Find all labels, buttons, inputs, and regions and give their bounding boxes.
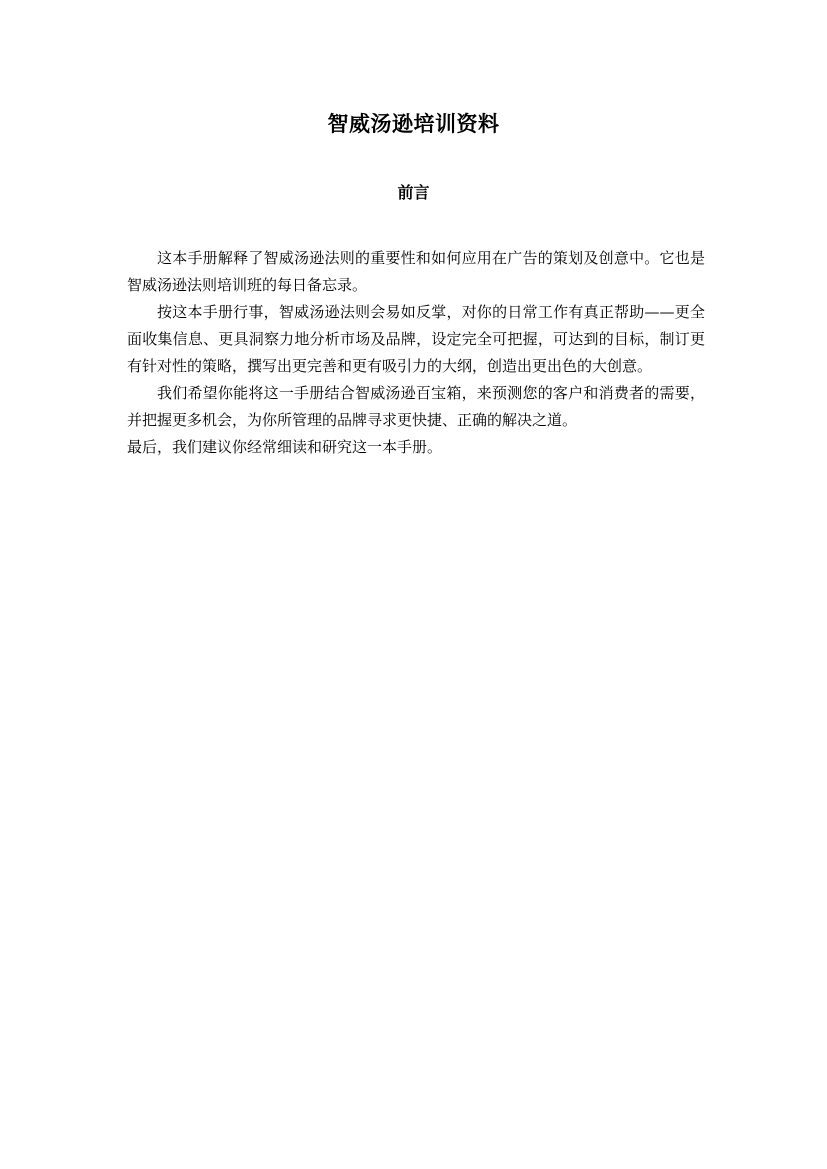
document-body	[127, 245, 705, 461]
paragraph-4: 最后，我们建议你经常细读和研究这一本手册。	[127, 438, 443, 456]
paragraph-2: 按这本手册行事，智威汤逊法则会易如反掌，对你的日常工作有真正帮助——更全面收集信息、更具洞察力地分析市场及品牌，设定完全可把握，可达到的目标，制订更有针对性的策略，撰写出更完善和更有吸引力的大纲，创造出更出色的大创意。	[127, 303, 705, 375]
paragraph-1: 这本手册解释了智威汤逊法则的重要性和如何应用在广告的策划及创意中。它也是智威汤逊法则培训班的每日备忘录。	[127, 249, 705, 294]
document-title: 智威汤逊培训资料	[327, 111, 500, 136]
paragraph-3: 我们希望你能将这一手册结合智威汤逊百宝箱，来预测您的客户和消费者的需要，并把握更多机会，为你所管理的品牌寻求更快捷、正确的解决之道。	[127, 384, 705, 429]
section-heading-preface: 前言	[397, 183, 430, 202]
